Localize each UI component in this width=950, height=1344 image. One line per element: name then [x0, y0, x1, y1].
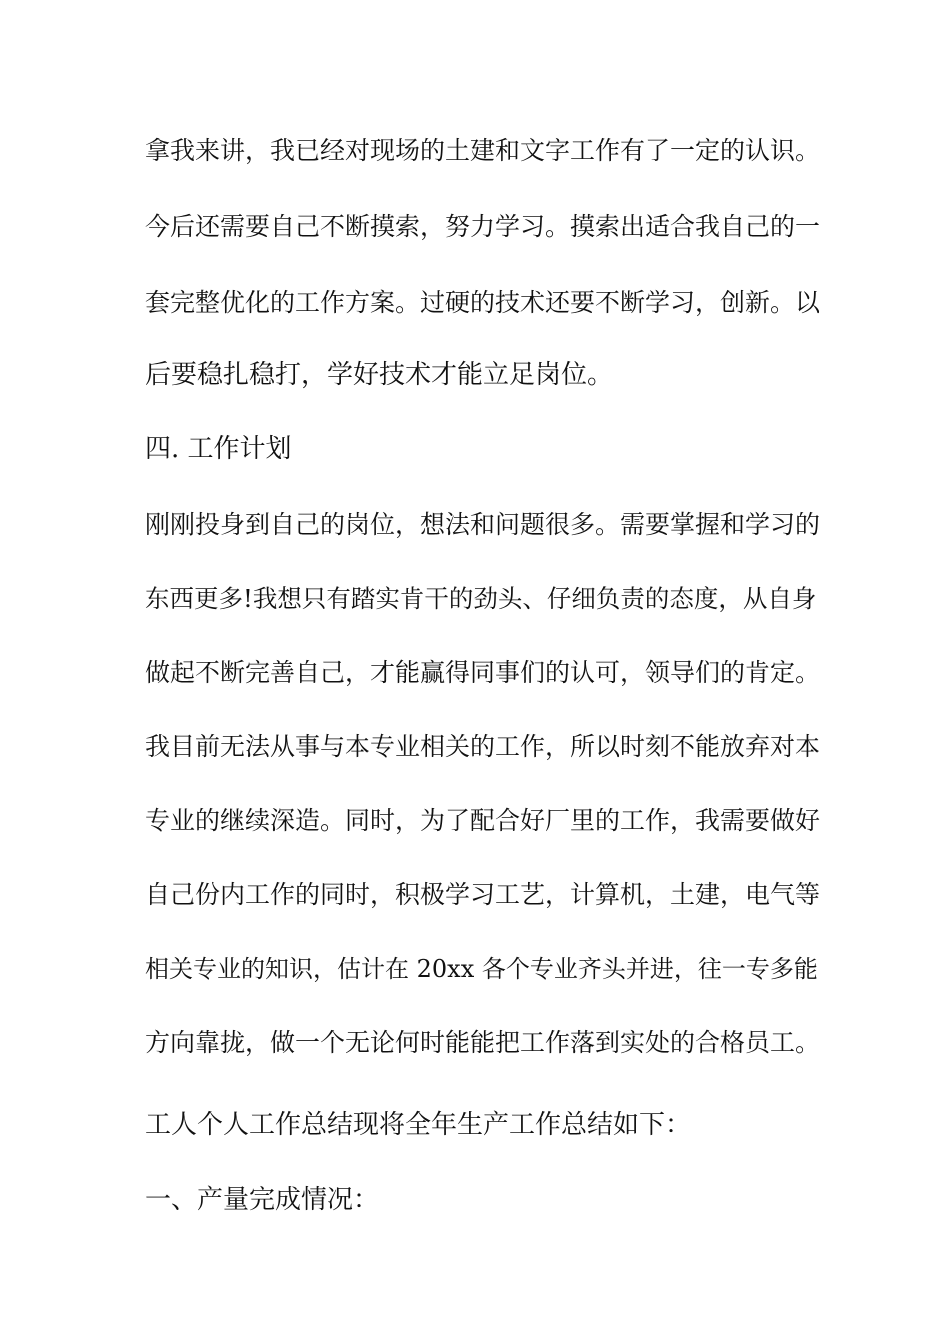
text-line: 做起不断完善自己，才能赢得同事们的认可，领导们的肯定。 — [145, 658, 821, 687]
text-line: 东西更多!我想只有踏实肯干的劲头、仔细负责的态度，从自身 — [145, 584, 817, 613]
text-line: 相关专业的知识，估计在 20xx 各个专业齐头并进，往一专多能 — [145, 955, 818, 983]
text-line: 自己份内工作的同时，积极学习工艺，计算机，土建，电气等 — [145, 880, 821, 909]
text-line: 工人个人工作总结现将全年生产工作总结如下： — [145, 1110, 692, 1140]
text-line: 专业的继续深造。同时，为了配合好厂里的工作，我需要做好 — [145, 806, 821, 835]
text-line: 我目前无法从事与本专业相关的工作，所以时刻不能放弃对本 — [145, 732, 821, 761]
text-line: 刚刚投身到自己的岗位，想法和问题很多。需要掌握和学习的 — [145, 510, 821, 539]
section-heading: 四. 工作计划 — [145, 434, 292, 464]
section-heading: 一、产量完成情况： — [145, 1185, 380, 1215]
text-line: 方向靠拢，做一个无论何时能能把工作落到实处的合格员工。 — [145, 1028, 821, 1057]
text-line: 今后还需要自己不断摸索，努力学习。摸索出适合我自己的一 — [145, 212, 821, 241]
text-line: 后要稳扎稳打，学好技术才能立足岗位。 — [145, 360, 614, 390]
text-line: 拿我来讲，我已经对现场的土建和文字工作有了一定的认识。 — [145, 136, 821, 165]
text-line: 套完整优化的工作方案。过硬的技术还要不断学习，创新。以 — [145, 288, 821, 317]
